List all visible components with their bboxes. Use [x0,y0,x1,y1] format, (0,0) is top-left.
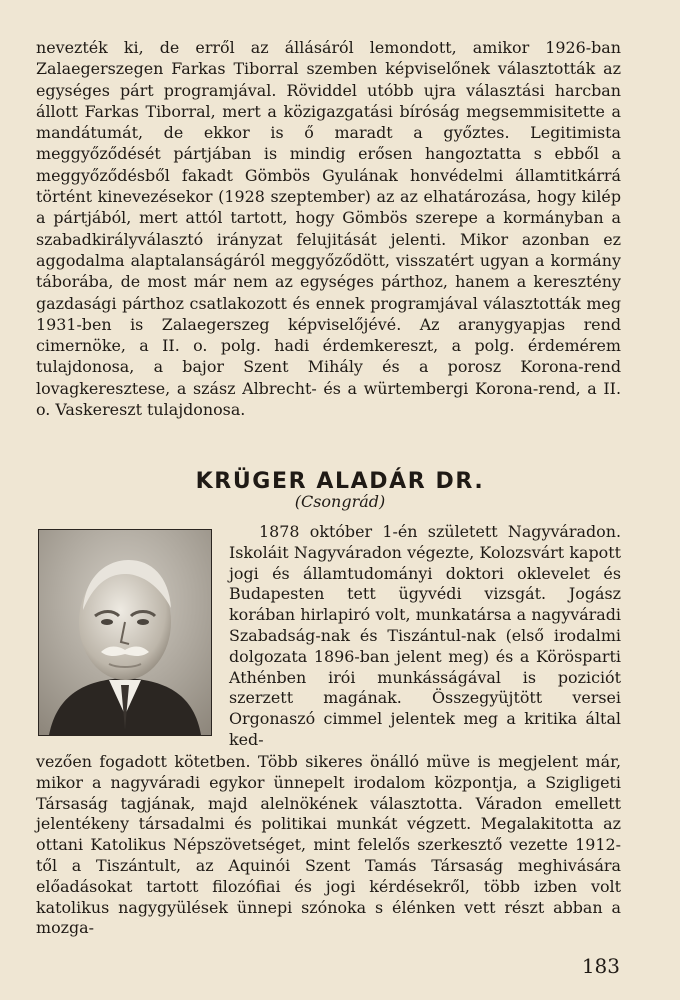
portrait-illustration [39,530,211,735]
entry-constituency: (Csongrád) [294,492,386,511]
previous-entry-text: nevezték ki, de erről az állásáról lemondott, amikor 1926-ban Zalaegerszegen Farkas Tiborral szemben képviselőnek választották az egységes párt programjával. Röviddel utóbb ujra választási harcban állott Farkas Tiborral, mert a közigazgatási bíróság megsemmisitette a mandátumát, de ekkor is ő maradt a győztes. Legitimista meggyőződését pártjában is mindig erősen hangoztatta s ebből a meggyőződésből fakadt Gömbös Gyulának honvédelmi államtitkárrá történt kinevezésekor (1928 szeptember) az az elhatározása, hogy kilép a pártjából, mert attól tartott, hogy Gömbös szerepe a kormányban a szabadkirályválasztó irányzat felujitását jelenti. Mikor azonban ez aggodalma alaptalanságáról meggyőződött, visszatért ugyan a kormány táborába, de most már nem az egységes párthoz, hanem a keresztény gazdasági párthoz csatlakozott és ennek programjával választották meg 1931-ben is Zalaegerszeg képviselőjévé. Az aranygyapjas rend cimernöke, a II. o. polg. hadi érdemkereszt, a polg. érdemérem tulajdonosa, a bajor Szent Mihály és a porosz Korona-rend lovagkeresztese, a szász Albrecht- és a würtembergi Korona-rend, a II. o. Vaskereszt tulajdonosa. [36,38,621,420]
page-number: 183 [581,954,620,978]
entry-biography-continued [36,752,621,939]
portrait-photo [38,529,212,736]
bio-paragraph-start: 1878 október 1-én született Nagyváradon. Iskoláit Nagyváradon végezte, Kolozsvárt kapott jogi és államtudományi doktori oklevelet és Budapesten tett ügyvédi vizsgát. Jogász korában hirlapiró volt, munkatársa a nagyváradi Szabadság-nak és Tiszántul-nak (első irodalmi dolgozata 1896-ban jelent meg) és a Körösparti Athénben irói munkásságával is poziciót szerzett magának. Összegyüjtött versei Orgonaszó cimmel jelentek meg a kritika által ked- [229,522,621,749]
entry-name-heading: KRÜGER ALADÁR DR. [195,469,485,494]
entry-biography-beside-photo [229,522,621,751]
bio-paragraph-continued: vezően fogadott kötetben. Több sikeres önálló müve is megjelent már, mikor a nagyváradi egykor ünnepelt irodalom központja, a Szigligeti Társaság tagjának, majd alelnökének választotta. Váradon emellett jelentékeny társadalmi és politikai munkát végzett. Megalakitotta az ottani Katolikus Népszövetséget, mint felelős szerkesztő vezette 1912-től a Tiszántult, az Aquinói Szent Tamás Társaság meghivására előadásokat tartott filozófiai és jogi kérdésekről, több izben volt katolikus nagygyülések ünnepi szónoka s élénken vett részt abban a mozga- [36,752,621,938]
